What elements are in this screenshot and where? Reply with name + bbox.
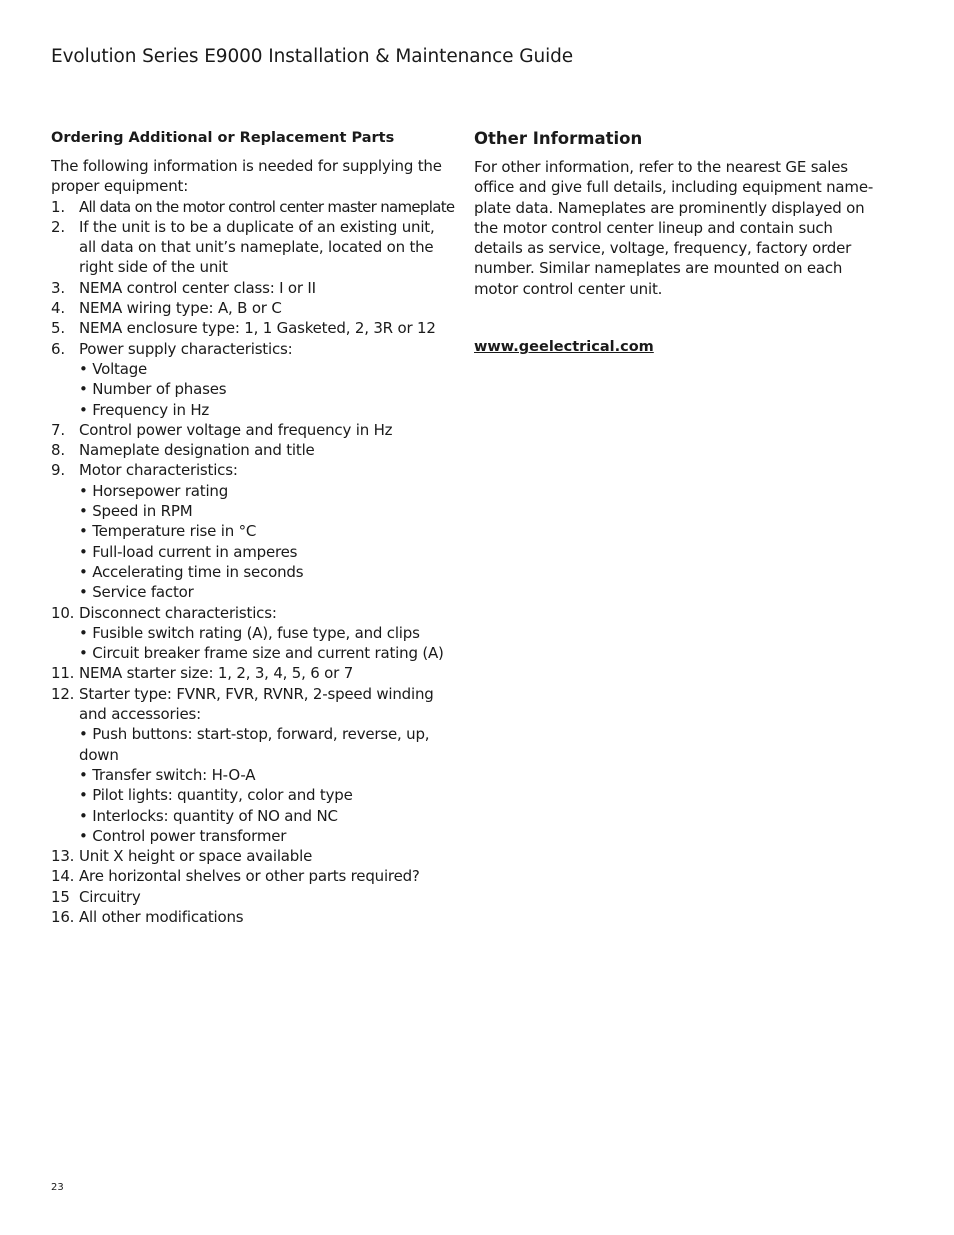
list-item-text: NEMA control center class: I or II [79,278,316,297]
list-item-text: Circuitry [79,887,141,906]
list-item [51,420,456,440]
other-information-section [474,128,874,355]
list-item-text: Are horizontal shelves or other parts required? [79,867,420,886]
list-item [51,278,456,298]
list-item-text: All other modifications [79,907,244,926]
list-item-number: 13. [51,847,75,866]
list-item-number: 1. [51,197,65,216]
list-item-text: NEMA wiring type: A, B or C [79,299,282,318]
list-item-number: 10. [51,603,75,622]
sub-list-item: • Circuit breaker frame size and current rating (A) [79,644,444,663]
list-item [51,887,456,907]
list-item-text: Nameplate designation and title [79,441,315,460]
sub-list-item: • Service factor [79,583,194,602]
other-information-heading: Other Information [474,129,643,148]
list-item [51,217,456,278]
list-item-number: 2. [51,217,65,236]
sub-list-item: • Speed in RPM [79,502,193,521]
sub-list [79,724,456,846]
ordering-items-list [51,197,456,928]
sub-list [79,359,456,420]
sub-list-item: • Control power transformer [79,826,287,845]
list-item-text: NEMA starter size: 1, 2, 3, 4, 5, 6 or 7 [79,664,354,683]
list-item [51,663,456,683]
sub-list-item: • Transfer switch: H-O-A [79,765,256,784]
sub-list-item: • Horsepower rating [79,481,229,500]
list-item [51,460,456,602]
list-item-text: If the unit is to be a duplicate of an existing unit, all data on that unit’s nameplate, located on the right side of the unit [79,217,435,277]
list-item-number: 5. [51,319,65,338]
sub-list-item: • Voltage [79,359,148,378]
list-item-number: 15 [51,887,70,906]
ge-electrical-link[interactable]: www.geelectrical.com [474,339,654,356]
list-item-text: NEMA enclosure type: 1, 1 Gasketed, 2, 3R or 12 [79,319,436,338]
list-item [51,197,456,217]
sub-list-item: • Temperature rise in °C [79,522,257,541]
list-item-number: 4. [51,299,65,318]
list-item [51,318,456,338]
page-number: 23 [51,1182,64,1193]
sub-list [79,623,456,664]
sub-list-item: • Pilot lights: quantity, color and type [79,786,353,805]
list-item-number: 11. [51,664,75,683]
list-item-text: Unit X height or space available [79,847,313,866]
list-item [51,684,456,846]
ordering-parts-section [51,128,456,927]
list-item-number: 14. [51,867,75,886]
sub-list-item: • Frequency in Hz [79,400,210,419]
page-title: Evolution Series E9000 Installation & Maintenance Guide [51,46,574,67]
list-item-number: 16. [51,907,75,926]
list-item-text: Disconnect characteristics: [79,603,277,622]
list-item-text: Control power voltage and frequency in Hz [79,420,393,439]
list-item-number: 12. [51,684,75,703]
sub-list-item: • Accelerating time in seconds [79,562,304,581]
list-item-text: Power supply characteristics: [79,339,293,358]
list-item-number: 9. [51,461,65,480]
sub-list-item: • Interlocks: quantity of NO and NC [79,806,338,825]
list-item [51,298,456,318]
list-item-text: Starter type: FVNR, FVR, RVNR, 2-speed winding and accessories: [79,684,434,724]
list-item-number: 3. [51,278,65,297]
sub-list-item: • Full-load current in amperes [79,542,298,561]
list-item-number: 7. [51,420,65,439]
list-item-number: 6. [51,339,65,358]
list-item [51,603,456,664]
ordering-intro: The following information is needed for supplying the proper equipment: [51,157,442,196]
list-item [51,339,456,420]
list-item [51,846,456,866]
ordering-parts-heading: Ordering Additional or Replacement Parts [51,130,395,146]
sub-list-item: • Number of phases [79,380,227,399]
sub-list-item: • Push buttons: start-stop, forward, reverse, up, down [79,725,430,764]
list-item-text: All data on the motor control center master nameplate [79,197,455,216]
list-item-text: Motor characteristics: [79,461,238,480]
other-information-body: For other information, refer to the nearest GE sales office and give full details, including equipment name-plate data. Nameplates are prominently displayed on the motor control center lineup and contain such details as service, voltage, frequency, factory order number. Similar nameplates are mounted on each motor control center unit. [474,158,874,298]
list-item [51,866,456,886]
sub-list-item: • Fusible switch rating (A), fuse type, and clips [79,623,420,642]
sub-list [79,481,456,603]
list-item-number: 8. [51,441,65,460]
list-item [51,440,456,460]
list-item [51,907,456,927]
